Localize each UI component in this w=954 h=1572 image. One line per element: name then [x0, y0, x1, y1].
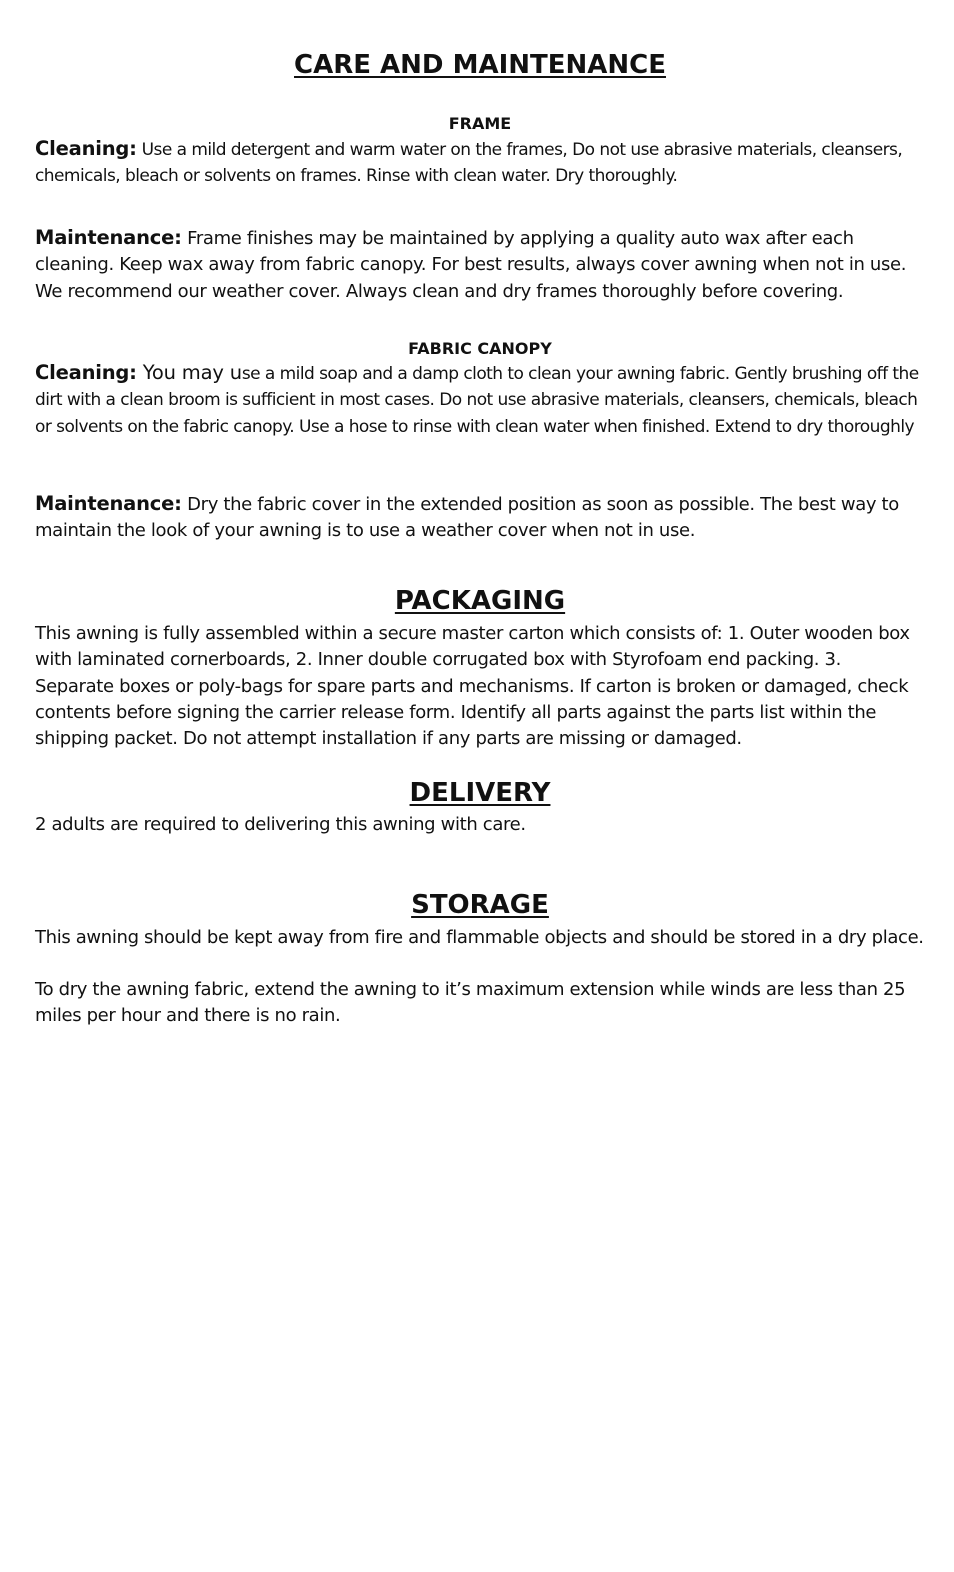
fabric-canopy-heading: FABRIC CANOPY	[408, 339, 552, 358]
frame-maintenance-label: Maintenance:	[35, 226, 182, 249]
storage-text-1: This awning should be kept away from fire and flammable objects and should be stored in a dry place.	[35, 927, 924, 948]
storage-text-2: To dry the awning fabric, extend the awning to it’s maximum extension while winds are less than 25 miles per hour and there is no rain.	[35, 979, 906, 1027]
fabric-maintenance-text: Dry the fabric cover in the extended position as soon as possible. The best way to maintain the look of your awning is to use a weather cover when not in use.	[35, 494, 899, 542]
fabric-maintenance-paragraph	[35, 491, 925, 545]
frame-cleaning-paragraph	[35, 136, 925, 190]
care-and-maintenance-title: CARE AND MAINTENANCE	[294, 50, 666, 80]
fabric-maintenance-label: Maintenance:	[35, 492, 182, 515]
frame-heading: FRAME	[448, 114, 512, 133]
delivery-text: 2 adults are required to delivering this awning with care.	[35, 814, 526, 835]
fabric-cleaning-label: Cleaning:	[35, 361, 137, 384]
fabric-cleaning-paragraph	[35, 360, 925, 440]
packaging-title: PACKAGING	[394, 586, 566, 616]
frame-cleaning-label: Cleaning:	[35, 137, 137, 160]
packaging-text: This awning is fully assembled within a secure master carton which consists of: 1. Outer wooden box with laminated cornerboards, 2. Inner double corrugated box with Styrofoam end packing. 3. Separate boxes or poly-bags for spare parts and mechanisms. If carton is broken or damaged, check contents before signing the carrier release form. Identify all parts against the parts list within the shipping packet. Do not attempt installation if any parts are missing or damaged.	[35, 623, 910, 750]
frame-maintenance-paragraph	[35, 225, 925, 305]
fabric-cleaning-text: se a mild soap and a damp cloth to clean your awning fabric. Gently brushing off the dirt with a clean broom is sufficient in most cases. Do not use abrasive materials, cleansers, chemicals, bleach or solvents on the fabric canopy. Use a hose to rinse with clean water when finished. Extend to dry thoroughly	[35, 364, 919, 437]
frame-maintenance-text: Frame finishes may be maintained by applying a quality auto wax after each cleaning. Keep wax away from fabric canopy. For best results, always cover awning when not in use. We recommend our weather cover. Always clean and dry frames thoroughly before covering.	[35, 228, 907, 302]
frame-cleaning-text: Use a mild detergent and warm water on the frames, Do not use abrasive materials, cleansers, chemicals, bleach or solvents on frames. Rinse with clean water. Dry thoroughly.	[35, 140, 903, 187]
delivery-title: DELIVERY	[409, 778, 551, 808]
storage-title: STORAGE	[411, 890, 549, 920]
fabric-cleaning-lead: You may u	[136, 361, 242, 384]
